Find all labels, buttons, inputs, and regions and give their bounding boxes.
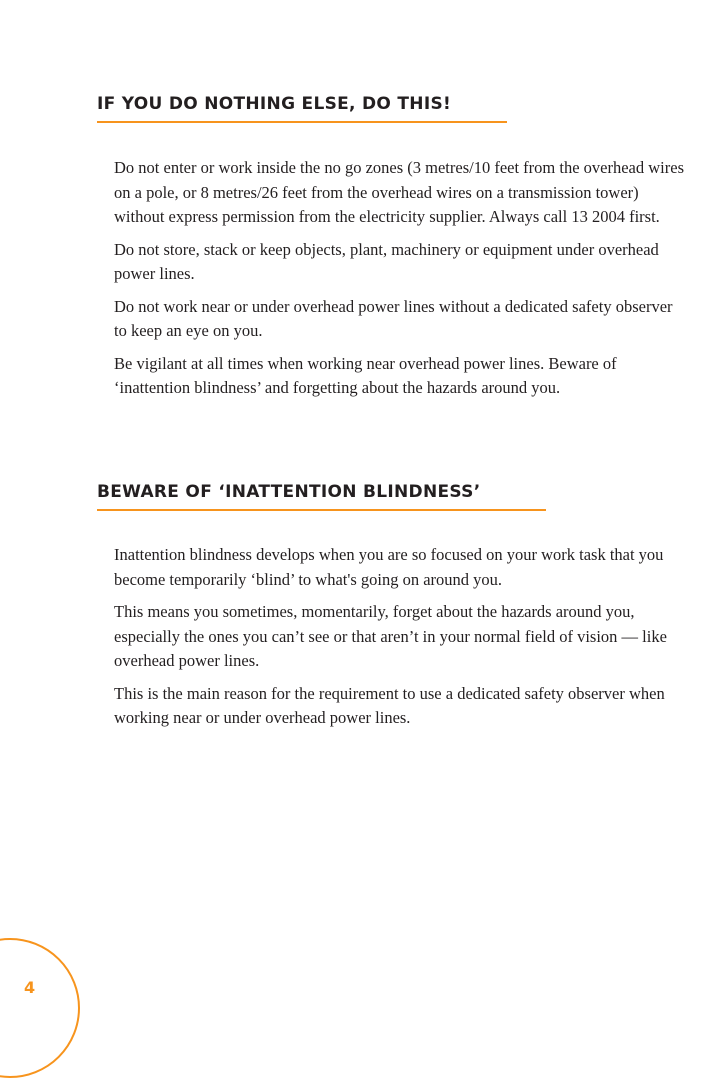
section-heading-inattention-blindness: BEWARE OF ‘INATTENTION BLINDNESS’ <box>97 482 481 502</box>
paragraph-safety-observer: Do not work near or under overhead power lines without a dedicated safety observer to keep an eye on you. <box>114 296 673 340</box>
section-heading-do-this: IF YOU DO NOTHING ELSE, DO THIS! <box>97 94 452 114</box>
paragraph-be-vigilant: Be vigilant at all times when working near overhead power lines. Beware of ‘inattention blindness’ and forgetting about the hazards around you. <box>114 353 617 397</box>
paragraph-no-go-zones: Do not enter or work inside the no go zones (3 metres/10 feet from the overhead wires on a pole, or 8 metres/26 feet from the overhead wires on a transmission tower) without express permission from the electricity supplier. Always call 13 2004 first. <box>114 158 684 226</box>
paragraph-main-reason: This is the main reason for the requirement to use a dedicated safety observer when working near or under overhead power lines. <box>114 683 665 727</box>
paragraph-forget-hazards: This means you sometimes, momentarily, forget about the hazards around you, especially the ones you can’t see or that aren’t in your normal field of vision — like overhead power lines. <box>114 602 667 670</box>
page-number: 4 <box>24 978 36 997</box>
page-corner-arc <box>0 938 80 1078</box>
heading-underline <box>97 121 507 123</box>
section-inattention-blindness <box>114 543 684 739</box>
paragraph-do-not-store: Do not store, stack or keep objects, plant, machinery or equipment under overhead power lines. <box>114 239 659 283</box>
heading-underline <box>97 509 546 511</box>
section-do-this <box>114 156 684 409</box>
paragraph-definition: Inattention blindness develops when you are so focused on your work task that you become temporarily ‘blind’ to what's going on around you. <box>114 545 664 589</box>
